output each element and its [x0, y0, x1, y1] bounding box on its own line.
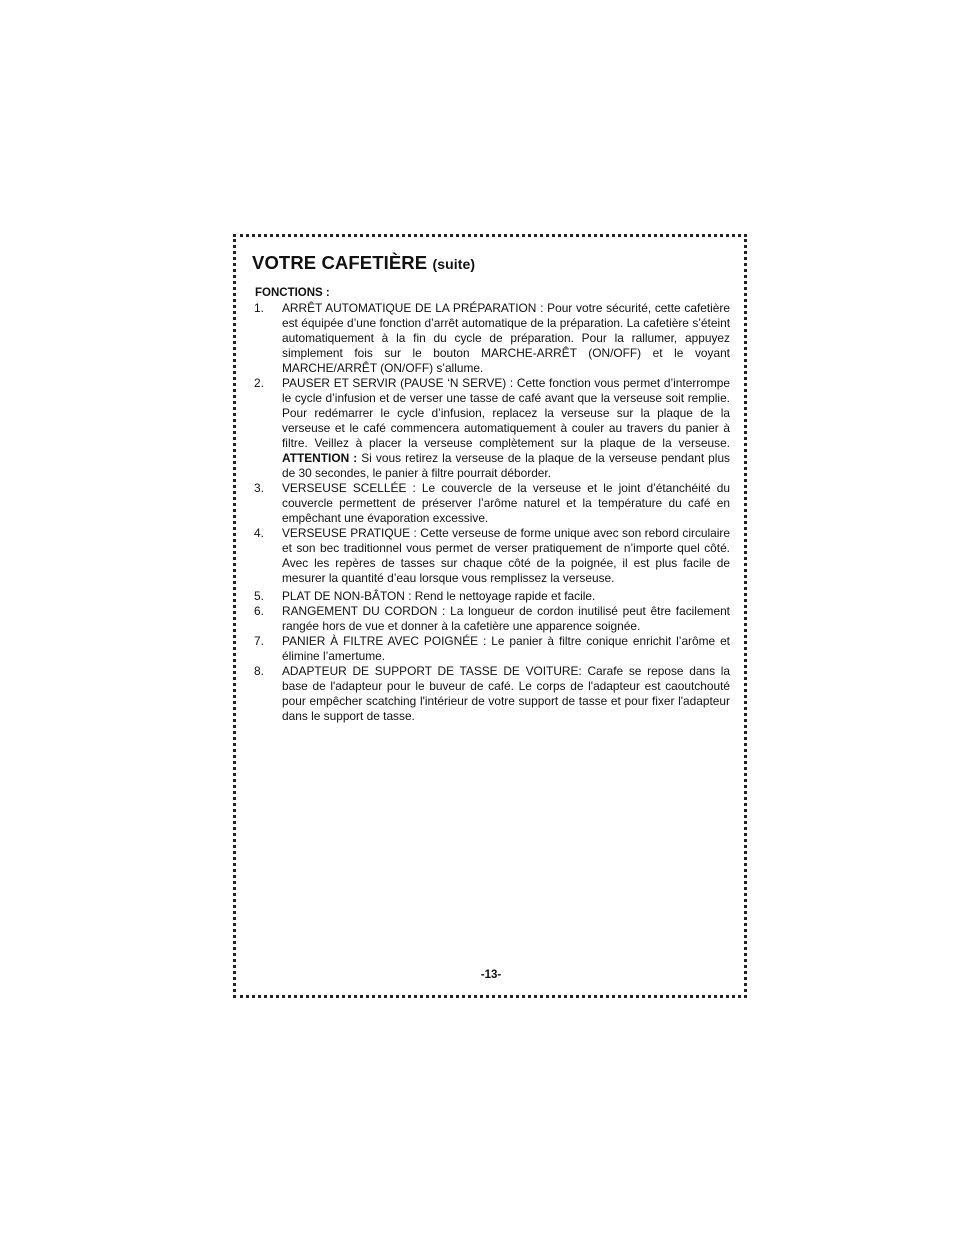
page-title-suffix: (suite): [432, 256, 476, 272]
list-item: [254, 664, 730, 724]
page-title-main: VOTRE CAFETIÈRE: [252, 252, 428, 273]
item-text: RANGEMENT DU CORDON : La longueur de cordon inutilisé peut être facilement rangée hors de vue et donner à la cafetière une apparence soignée.: [282, 604, 730, 633]
section-label-fonctions: FONCTIONS :: [255, 287, 330, 299]
list-item: [254, 301, 730, 376]
list-item: [254, 634, 730, 664]
item-number: 5.: [254, 589, 264, 603]
item-number: 6.: [254, 604, 264, 618]
list-item: [254, 589, 730, 604]
list-item: [254, 481, 730, 526]
page-title: [252, 252, 475, 274]
item-number: 8.: [254, 664, 264, 678]
item-text: VERSEUSE SCELLÉE : Le couvercle de la verseuse et le joint d’étanchéité du couvercle permettent de préserver l’arôme naturel et la température du café en empêchant une évaporation excessive.: [282, 481, 730, 525]
item-text: ADAPTEUR DE SUPPORT DE TASSE DE VOITURE: Carafe se repose dans la base de l'adapteur pour le buveur de café. Le corps de l'adapteur est caoutchouté pour empêcher scatching l'intérieur de votre support de tasse et pour fixer l'adapteur dans le support de tasse.: [282, 664, 730, 723]
item-text: VERSEUSE PRATIQUE : Cette verseuse de forme unique avec son rebord circulaire et son bec traditionnel vous permet de verser pratiquement de n’importe quel côté. Avec les repères de tasses sur chaque côté de la poignée, il est plus facile de mesurer la quantité d’eau lorsque vous remplissez la verseuse.: [282, 526, 730, 585]
item-number: 1.: [254, 301, 264, 315]
page-number: -13-: [480, 969, 502, 981]
item-number: 3.: [254, 481, 264, 495]
item-number: 4.: [254, 526, 264, 540]
item-number: 7.: [254, 634, 264, 648]
item-text: ARRÊT AUTOMATIQUE DE LA PRÉPARATION : Pour votre sécurité, cette cafetière est équipée d’une fonction d’arrêt automatique de la préparation. La cafetière s’éteint automatiquement à la fin du cycle de préparation. Pour la rallumer, appuyez simplement fois sur le bouton MARCHE-ARRÊT (ON/OFF) et le voyant MARCHE/ARRÊT (ON/OFF) s’allume.: [282, 301, 730, 375]
item-text: PAUSER ET SERVIR (PAUSE ‘N SERVE) : Cette fonction vous permet d’interrompe le cycle d’infusion et de verser une tasse de café avant que la verseuse soit remplie. Pour redémarrer le cycle d’infusion, replacez la verseuse sur la plaque de la verseuse et le café commencera automatiquement à couler au travers du panier à filtre. Veillez à placer la verseuse complètement sur la plaque de la verseuse.: [282, 376, 730, 450]
list-item: [254, 376, 730, 481]
features-list: [254, 301, 730, 724]
item-text-continued: Si vous retirez la verseuse de la plaque de la verseuse pendant plus de 30 secondes, le panier à filtre pourrait déborder.: [282, 451, 730, 480]
attention-label: ATTENTION :: [282, 451, 358, 465]
list-item: [254, 604, 730, 634]
item-text: PANIER À FILTRE AVEC POIGNÉE : Le panier à filtre conique enrichit l’arôme et élimine l’amertume.: [282, 634, 730, 663]
item-number: 2.: [254, 376, 264, 390]
list-item: [254, 526, 730, 586]
item-text: PLAT DE NON-BÂTON : Rend le nettoyage rapide et facile.: [282, 589, 596, 603]
